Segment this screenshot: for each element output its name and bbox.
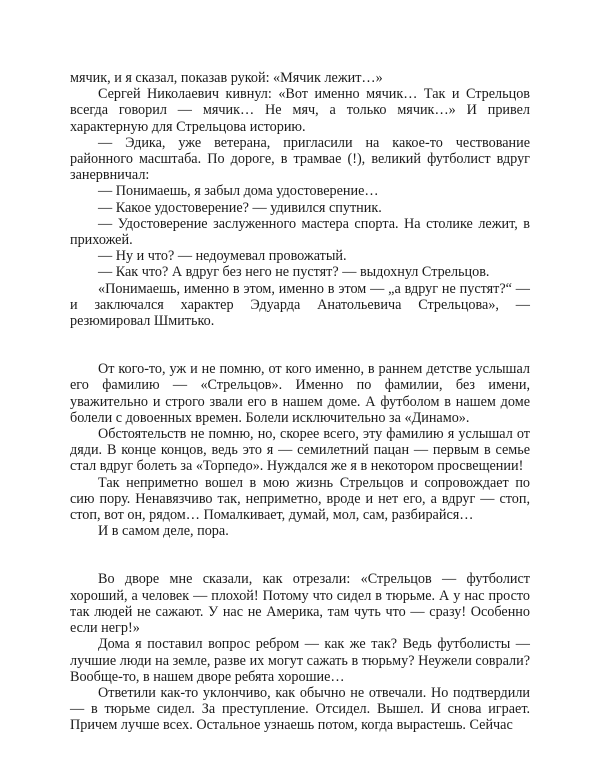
paragraph: Так неприметно вошел в мою жизнь Стрельцов и сопровождает по сию пору. Ненавязчиво так, неприметно, вроде и нет его, а вдруг — стоп, стоп, вот он, рядом… Помалкивает, думай, мол, сам, разбирайся… bbox=[70, 474, 530, 524]
paragraph: От кого-то, уж и не помню, от кого именно, в раннем детстве услышал его фамилию — «Стрельцов». Именно по фамилии, без имени, уважительно и строго звали его в нашем доме. А футболом в нашем доме болели с довоенных времен. Болели исключительно за «Динамо». bbox=[70, 361, 530, 426]
paragraph: Обстоятельств не помню, но, скорее всего, эту фамилию я услышал от дяди. В конце концов, ведь это я — семилетний пацан — первым в семье стал вдруг болеть за «Торпедо». Нуждался же я в некотором просвещении! bbox=[70, 426, 530, 475]
paragraph: — Как что? А вдруг без него не пустят? — выдохнул Стрельцов. bbox=[98, 264, 490, 281]
paragraph: Ответили как-то уклончиво, как обычно не отвечали. Но подтвердили — в тюрьме сидел. За преступление. Отсидел. Вышел. И снова играет. Причем лучше всех. Остальное узнаешь потом, когда вырастешь. Сейчас bbox=[70, 684, 530, 734]
paragraph: — Какое удостоверение? — удивился спутник. bbox=[98, 199, 382, 216]
paragraph: — Понимаешь, я забыл дома удостоверение… bbox=[98, 183, 379, 200]
section-break bbox=[70, 329, 530, 361]
paragraph: — Удостоверение заслуженного мастера спорта. На столике лежит, в прихожей. bbox=[70, 215, 530, 249]
paragraph: Во дворе мне сказали, как отрезали: «Стрельцов — футболист хороший, а человек — плохой! Потому что сидел в тюрьме. А у нас просто так людей не сажают. У нас не Америка, там чуть что — сразу! Особенно если негр!» bbox=[70, 571, 530, 637]
paragraph: «Понимаешь, именно в этом, именно в этом — „а вдруг не пустят?“ — и заключался характер Эдуарда Анатольевича Стрельцова», — резюмировал Шмитько. bbox=[70, 280, 530, 330]
text-section-3 bbox=[70, 571, 530, 733]
text-section-1 bbox=[70, 70, 530, 329]
text-section-2 bbox=[70, 361, 530, 539]
paragraph: И в самом деле, пора. bbox=[98, 523, 229, 540]
paragraph: мячик, и я сказал, показав рукой: «Мячик лежит…» bbox=[70, 70, 383, 86]
paragraph: Дома я поставил вопрос ребром — как же так? Ведь футболисты — лучшие люди на земле, разве их могут сажать в тюрьму? Неужели соврали? Вообще-то, в нашем дворе ребята хорошие… bbox=[70, 636, 530, 685]
paragraph: — Ну и что? — недоумевал провожатый. bbox=[98, 248, 347, 265]
paragraph: — Эдика, уже ветерана, пригласили на какое-то чествование районного масштаба. По дороге, в трамвае (!), великий футболист вдруг занервничал: bbox=[70, 134, 530, 184]
paragraph: Сергей Николаевич кивнул: «Вот именно мячик… Так и Стрельцов всегда говорил — мячик… Не мяч, а только мячик…» И привел характерную для Стрельцова историю. bbox=[70, 86, 530, 135]
section-break bbox=[70, 539, 530, 571]
